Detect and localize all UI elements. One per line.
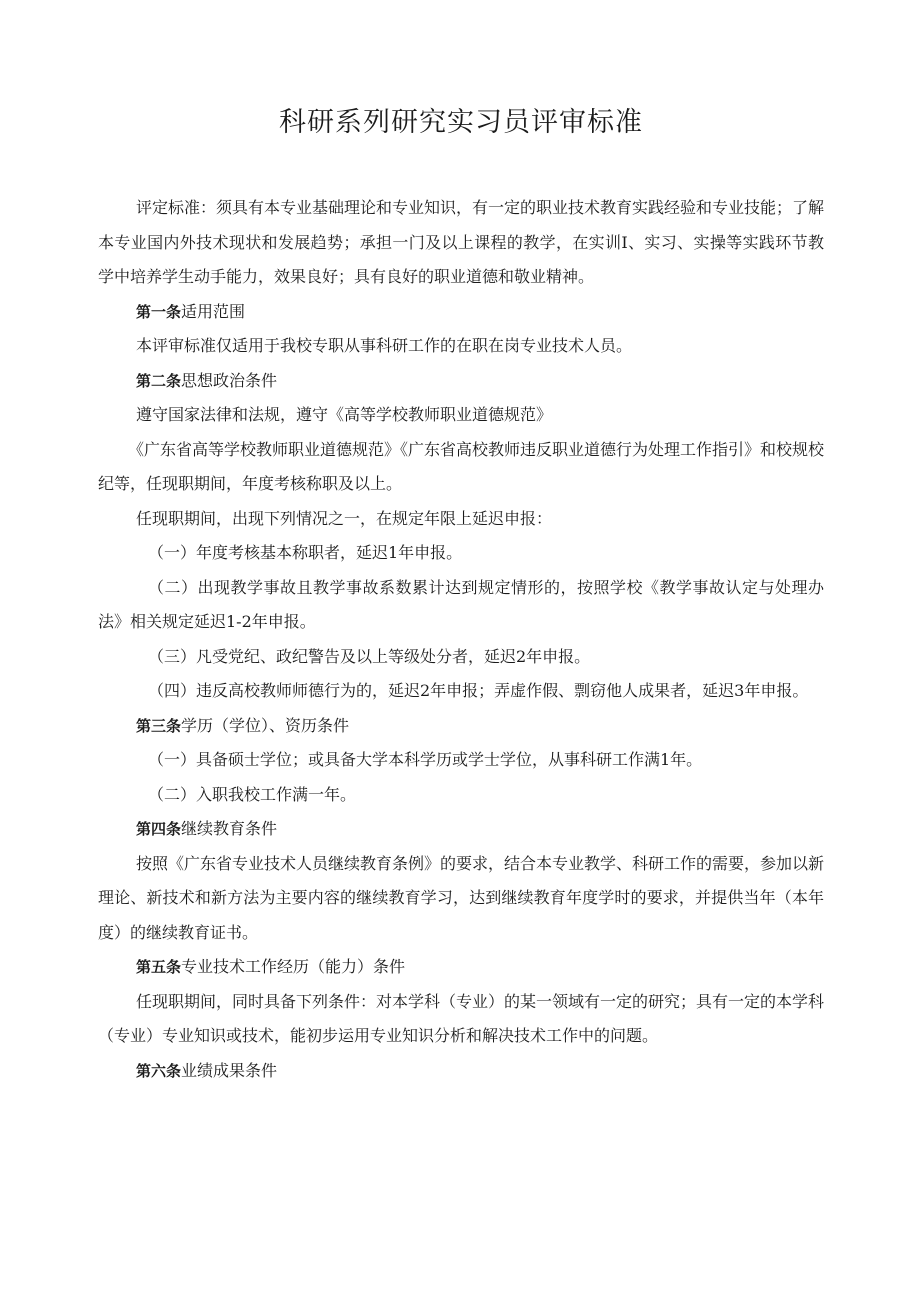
document-title: 科研系列研究实习员评审标准 xyxy=(279,107,643,138)
article-5-heading xyxy=(98,950,824,985)
article-6-heading xyxy=(98,1054,824,1089)
article-5-text: 任现职期间，同时具备下列条件：对本学科（专业）的某一领域有一定的研究；具有一定的本学科（专业）专业知识或技术，能初步运用专业知识分析和解决技术工作中的问题。 xyxy=(98,991,825,1045)
document-body xyxy=(98,191,824,1088)
article-6-label: 第六条 xyxy=(136,1061,182,1080)
article-2-line-2: 《广东省高等学校教师职业道德规范》《广东省高校教师违反职业道德行为处理工作指引》和校规校纪等，任现职期间，年度考核称职及以上。 xyxy=(98,439,825,493)
article-2-item-3: （三）凡受党纪、政纪警告及以上等级处分者，延迟2年申报。 xyxy=(148,646,591,666)
article-2-label: 第二条 xyxy=(136,371,182,390)
article-3-heading xyxy=(98,709,824,744)
article-2-line-3: 任现职期间，出现下列情况之一，在规定年限上延迟申报： xyxy=(136,508,553,528)
article-4-heading xyxy=(98,812,824,847)
article-5-title: 专业技术工作经历（能力）条件 xyxy=(181,957,406,976)
article-1-label: 第一条 xyxy=(136,302,182,321)
article-2-item-1: （一）年度考核基本称职者，延迟1年申报。 xyxy=(148,543,463,562)
article-3-label: 第三条 xyxy=(136,716,182,735)
article-2-line-1: 遵守国家法律和法规，遵守《高等学校教师职业道德规范》 xyxy=(136,405,553,424)
article-6-title: 业绩成果条件 xyxy=(181,1060,278,1080)
article-1-heading xyxy=(98,295,824,330)
article-4-title: 继续教育条件 xyxy=(181,819,278,838)
article-1-text: 本评审标准仅适用于我校专职从事科研工作的在职在岗专业技术人员。 xyxy=(136,336,633,355)
article-3-item-1: （一）具备硕士学位；或具备大学本科学历或学士学位，从事科研工作满1年。 xyxy=(148,750,703,769)
article-4-text: 按照《广东省专业技术人员继续教育条例》的要求，结合本专业教学、科研工作的需要，参加以新理论、新技术和新方法为主要内容的继续教育学习，达到继续教育年度学时的要求，并提供当年（本年度）的继续教育证书。 xyxy=(98,853,825,942)
intro-paragraph: 评定标准：须具有本专业基础理论和专业知识，有一定的职业技术教育实践经验和专业技能；了解本专业国内外技术现状和发展趋势；承担一门及以上课程的教学，在实训I、实习、实操等实践环节教学中培养学生动手能力，效果良好；具有良好的职业道德和敬业精神。 xyxy=(98,198,825,286)
article-3-title: 学历（学位）、资历条件 xyxy=(181,715,350,735)
article-4-label: 第四条 xyxy=(136,820,182,838)
article-3-item-2: （二）入职我校工作满一年。 xyxy=(148,784,357,804)
article-2-item-4: （四）违反高校教师师德行为的，延迟2年申报；弄虚作假、剽窃他人成果者，延迟3年申报。 xyxy=(148,681,809,700)
article-5-label: 第五条 xyxy=(136,958,182,976)
article-2-item-2: （二）出现教学事故且教学事故系数累计达到规定情形的，按照学校《教学事故认定与处理办法》相关规定延迟1-2年申报。 xyxy=(98,577,824,631)
article-2-title: 思想政治条件 xyxy=(181,370,278,390)
article-1-title: 适用范围 xyxy=(181,301,246,321)
article-2-heading xyxy=(98,364,824,399)
